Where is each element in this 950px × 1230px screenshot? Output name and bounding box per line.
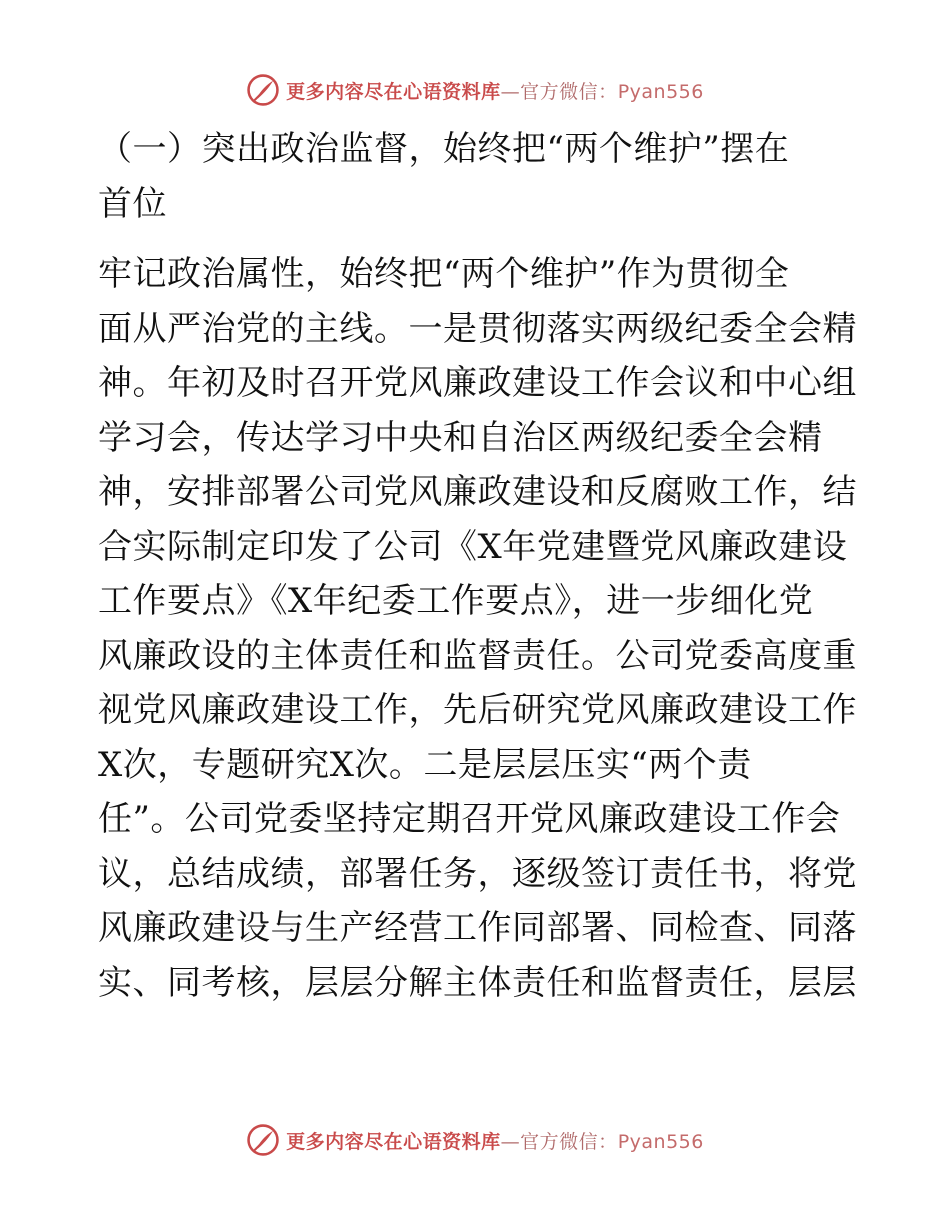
watermark-text: [286, 77, 704, 104]
watermark-wechat-id: Pyan556: [617, 80, 704, 103]
body-line-9: 视党风廉政建设工作，先后研究党风廉政建设工作: [98, 690, 857, 730]
watermark-text: [286, 1127, 704, 1154]
watermark-wechat-id: Pyan556: [617, 1130, 704, 1153]
feather-logo-icon: [246, 73, 280, 107]
watermark-site-text: 更多内容尽在心语资料库: [286, 1130, 501, 1153]
body-line-11: 任”。公司党委坚持定期召开党风廉政建设工作会: [98, 799, 841, 839]
watermark-wechat-label: 官方微信：: [520, 80, 618, 103]
body-line-7: 工作要点》《X年纪委工作要点》，进一步细化党: [98, 581, 814, 621]
body-line-10: X次，专题研究X次。二是层层压实“两个责: [98, 744, 752, 785]
body-line-12: 议，总结成绩，部署任务，逐级签订责任书，将党: [98, 853, 857, 894]
section-heading-line-2: 首位: [98, 183, 167, 224]
footer-watermark-banner: [0, 1120, 950, 1160]
header-watermark-banner: [0, 70, 950, 110]
body-line-2: 面从严治党的主线。一是贯彻落实两级纪委全会精: [98, 308, 857, 349]
body-line-13: 风廉政建设与生产经营工作同部署、同检查、同落: [98, 908, 857, 948]
feather-logo-icon: [246, 1123, 280, 1157]
body-line-14: 实、同考核，层层分解主体责任和监督责任，层层: [98, 962, 857, 1003]
document-body: [98, 122, 858, 1010]
watermark-site-text: 更多内容尽在心语资料库: [286, 80, 501, 103]
watermark-wechat-label: 官方微信：: [520, 1130, 618, 1153]
watermark-dash: —: [500, 1130, 521, 1153]
paragraph-gap: [98, 231, 858, 247]
body-line-1: 牢记政治属性，始终把“两个维护”作为贯彻全: [98, 254, 790, 294]
body-line-5: 神，安排部署公司党风廉政建设和反腐败工作，结: [98, 472, 857, 512]
body-line-3: 神。年初及时召开党风廉政建设工作会议和中心组: [98, 363, 857, 403]
section-heading-line-1: （一）突出政治监督，始终把“两个维护”摆在: [98, 129, 790, 169]
body-line-4: 学习会，传达学习中央和自治区两级纪委全会精: [98, 417, 823, 458]
body-line-6: 合实际制定印发了公司《X年党建暨党风廉政建设: [98, 526, 848, 567]
body-line-8: 风廉政设的主体责任和监督责任。公司党委高度重: [98, 635, 857, 676]
watermark-dash: —: [500, 80, 521, 103]
